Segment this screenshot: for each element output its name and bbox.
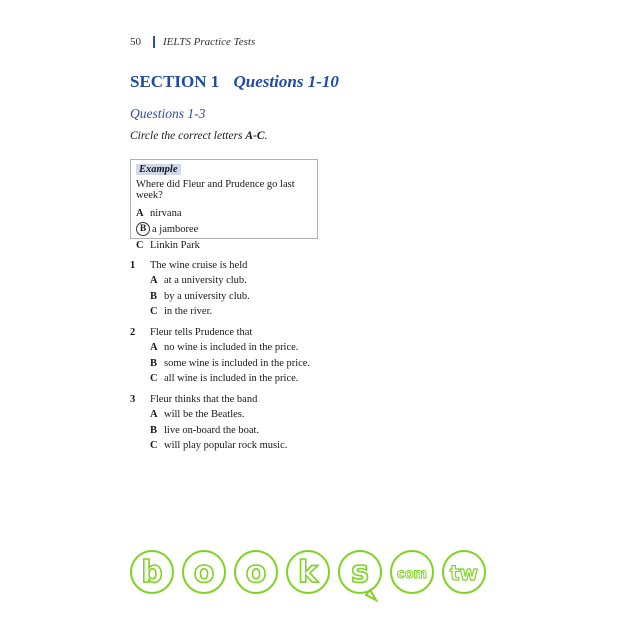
question-2: 2 Fleur tells Prudence that A no wine is included in the price. B some wine is included in the price. C all wine is included in the price. bbox=[130, 324, 310, 387]
page-header bbox=[130, 36, 255, 48]
circled-answer-icon: B bbox=[136, 222, 150, 236]
option[interactable]: C all wine is included in the price. bbox=[150, 373, 299, 385]
option[interactable]: A no wine is included in the price. bbox=[150, 342, 299, 354]
watermark-letter-k: k bbox=[298, 555, 318, 590]
option[interactable]: A will be the Beatles. bbox=[150, 409, 245, 421]
option[interactable]: A at a university club. bbox=[150, 275, 247, 287]
option[interactable]: C will play popular rock music. bbox=[150, 440, 288, 452]
watermark-tw: tw bbox=[449, 561, 479, 585]
watermark-letter-b: b bbox=[141, 555, 163, 590]
option[interactable]: B by a university club. bbox=[150, 290, 250, 302]
example-question: Where did Fleur and Prudence go last week? bbox=[136, 179, 295, 201]
example-option-a: A nirvana bbox=[136, 207, 182, 219]
example-label: Example bbox=[136, 164, 181, 175]
example-option-b: B a jamboree bbox=[136, 221, 317, 237]
example-box bbox=[130, 159, 318, 251]
question-1: 1 The wine cruise is held A at a university club. B by a university club. C in the river. bbox=[130, 257, 250, 320]
question-stem: Fleur thinks that the band bbox=[150, 393, 258, 405]
header-divider bbox=[153, 36, 155, 48]
question-stem: Fleur tells Prudence that bbox=[150, 326, 253, 338]
question-3: 3 Fleur thinks that the band A will be the Beatles. B live on-board the boat. C will play popular rock music. bbox=[130, 391, 287, 454]
watermark-letter-o1: o bbox=[193, 555, 215, 590]
page-number: 50 bbox=[130, 36, 141, 48]
bookscom-watermark-logo bbox=[130, 545, 490, 605]
watermark-letter-s: s bbox=[351, 555, 369, 590]
watermark-com: com bbox=[396, 567, 428, 582]
book-title: IELTS Practice Tests bbox=[163, 36, 256, 48]
section-title bbox=[130, 72, 339, 92]
option[interactable]: C in the river. bbox=[150, 306, 213, 318]
option[interactable]: B some wine is included in the price. bbox=[150, 357, 311, 369]
example-option-c: C Linkin Park bbox=[136, 239, 200, 251]
option[interactable]: B live on-board the boat. bbox=[150, 424, 260, 436]
section-questions: Questions 1-10 bbox=[233, 72, 339, 91]
watermark-letter-o2: o bbox=[245, 555, 267, 590]
instruction-letters: A-C bbox=[245, 130, 265, 142]
instruction: Circle the correct letters A-C. bbox=[130, 130, 268, 142]
section-label: SECTION 1 bbox=[130, 72, 220, 91]
question-stem: The wine cruise is held bbox=[150, 259, 248, 271]
questions-subheading: Questions 1-3 bbox=[130, 106, 206, 121]
